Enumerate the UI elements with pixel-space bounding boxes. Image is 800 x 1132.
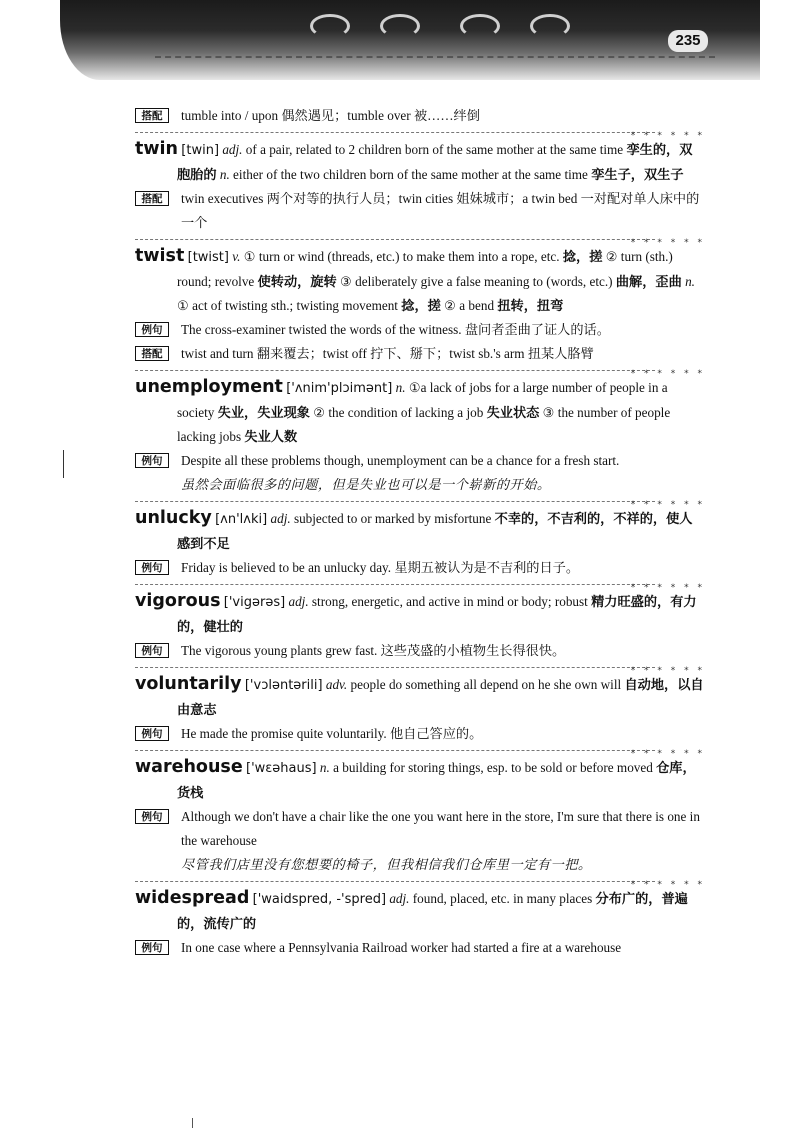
dictionary-content [135,104,705,960]
pronunciation: ['vigərəs] [223,595,286,610]
chinese-gloss: 精力旺盛的，有力的，健壮的 [177,594,697,634]
example-tag: 例句 [135,643,169,658]
pronunciation: ['vɔləntərili] [244,678,323,693]
separator-stars: * * * * * * [630,880,705,890]
pronunciation: [twin] [181,143,220,158]
chinese-gloss: 扭转，扭弯 [497,298,564,313]
example-tag: 例句 [135,322,169,337]
definition: ① turn or wind (threads, etc.) to make them into a rope, etc. [243,249,560,264]
separator [135,369,705,379]
part-of-speech: n. [685,274,695,289]
example-text: The cross-examiner twisted the words of the witness. 盘问者歪曲了证人的话。 [181,322,610,337]
separator-stars: * * * * * * [630,749,705,759]
separator [135,666,705,676]
separator [135,238,705,248]
separator-stars: * * * * * * [630,131,705,141]
margin-mark [63,450,64,478]
collocation-text: twist and turn 翻来覆去；twist off 拧下、掰下；twist sb.'s arm 扭某人胳臂 [181,346,594,361]
chinese-gloss: 自动地，以自由意志 [177,677,704,717]
part-of-speech: n. [319,760,330,775]
definition: found, placed, etc. in many places [412,891,593,906]
definition: ① act of twisting sth.; twisting movement [177,298,398,313]
separator-stars: * * * * * * [630,369,705,379]
example-row [135,556,705,580]
pronunciation: [ʌn'lʌki] [215,512,268,527]
headword: widespread [135,888,250,908]
chinese-gloss: 仓库，货栈 [177,760,696,800]
separator-stars: * * * * * * [630,500,705,510]
chinese-gloss: 失业状态 [486,405,540,420]
example-text: Friday is believed to be an unlucky day. 星期五被认为是不吉利的日子。 [181,560,580,575]
separator [135,749,705,759]
example-row [135,722,705,746]
part-of-speech: adj. [389,891,410,906]
page-header-banner [60,0,760,80]
entry-twin [135,137,705,187]
definition: strong, energetic, and active in mind or body; robust [311,594,588,609]
example-translation: 尽管我们店里没有您想要的椅子，但我相信我们仓库里一定有一把。 [181,857,592,872]
example-translation: 虽然会面临很多的问题，但是失业也可以是一个崭新的开始。 [181,477,551,492]
definition: a building for storing things, esp. to be sold or before moved [333,760,653,775]
part-of-speech: adv. [325,677,348,692]
header-dashed-rule [155,56,715,58]
ornament-swirl [380,14,420,38]
example-tag: 例句 [135,940,169,955]
headword: warehouse [135,757,243,777]
part-of-speech: adj. [288,594,309,609]
headword: twin [135,139,178,159]
collocation-text: tumble into / upon 偶然遇见；tumble over 被……绊倒 [181,108,480,123]
chinese-gloss: 不幸的，不吉利的，不祥的，使人感到不足 [177,511,693,551]
part-of-speech: n. [395,380,406,395]
entry-unemployment [135,375,705,449]
definition: ② turn (sth.) round; revolve [177,249,673,289]
entry-warehouse [135,755,705,805]
ornament-swirl [310,14,350,38]
ornament-swirl [530,14,570,38]
headword: twist [135,246,185,266]
pronunciation: [twist] [187,250,229,265]
chinese-gloss: 分布广的，普遍的，流传广的 [177,891,688,931]
separator [135,583,705,593]
ornament-swirl [460,14,500,38]
separator [135,131,705,141]
example-tag: 例句 [135,726,169,741]
collocation-row [135,342,705,366]
example-text: In one case where a Pennsylvania Railroad worker had started a fire at a warehouse [181,940,622,955]
separator [135,500,705,510]
collocation-tag: 搭配 [135,108,169,123]
example-text: Despite all these problems though, unemployment can be a chance for a fresh start. [181,453,620,468]
chinese-gloss: 孪生子，双生子 [591,167,684,182]
headword: voluntarily [135,674,242,694]
example-row [135,449,705,497]
headword: vigorous [135,591,221,611]
part-of-speech: n. [219,167,230,182]
definition: ③ the number of people lacking jobs [177,405,671,444]
definition: ② a bend [444,298,495,313]
definition: ② the condition of lacking a job [313,405,484,420]
example-row [135,936,705,960]
chinese-gloss: 捻，搓 [562,249,603,264]
page-number: 235 [668,30,708,52]
part-of-speech: adj. [222,142,243,157]
definition: people do something all depend on he she own will [350,677,622,692]
example-row [135,318,705,342]
example-text: The vigorous young plants grew fast. 这些茂盛的小植物生长得很快。 [181,643,566,658]
chinese-gloss: 捻，搓 [401,298,441,313]
definition: of a pair, related to 2 children born of the same mother at the same time [245,142,624,157]
chinese-gloss: 孪生的，双胞胎的 [177,142,693,182]
definition: ③ deliberately give a false meaning to (words, etc.) [340,274,613,289]
example-row [135,639,705,663]
headword: unlucky [135,508,212,528]
example-text: He made the promise quite voluntarily. 他自己答应的。 [181,726,483,741]
definition: ①a lack of jobs for a large number of people in a society [177,380,668,420]
definition: either of the two children born of the same mother at the same time [233,167,588,182]
pronunciation: ['waidspred, -'spred] [252,892,387,907]
collocation-row [135,187,705,235]
collocation-text: twin executives 两个对等的执行人员；twin cities 姐妹城市；a twin bed 一对配对单人床中的一个 [181,191,700,230]
example-text: Although we don't have a chair like the one you want here in the store, I'm sure that there is one in the warehouse [181,809,700,848]
separator-stars: * * * * * * [630,238,705,248]
separator-stars: * * * * * * [630,583,705,593]
chinese-gloss: 曲解，歪曲 [615,274,682,289]
definition: subjected to or marked by misfortune [293,511,492,526]
margin-mark [192,1118,193,1128]
pronunciation: ['ʌnim'plɔimənt] [286,381,393,396]
part-of-speech: v. [232,249,241,264]
separator [135,880,705,890]
entry-twist [135,244,705,318]
chinese-gloss: 失业，失业现象 [217,405,310,420]
chinese-gloss: 失业人数 [244,429,298,444]
headword: unemployment [135,377,283,397]
collocation-tag: 搭配 [135,346,169,361]
separator-stars: * * * * * * [630,666,705,676]
collocation-row [135,104,705,128]
entry-vigorous [135,589,705,639]
chinese-gloss: 使转动，旋转 [257,274,337,289]
entry-widespread [135,886,705,936]
entry-unlucky [135,506,705,556]
collocation-tag: 搭配 [135,191,169,206]
example-row [135,805,705,877]
part-of-speech: adj. [270,511,291,526]
example-tag: 例句 [135,453,169,468]
entry-voluntarily [135,672,705,722]
example-tag: 例句 [135,560,169,575]
pronunciation: ['wɛəhaus] [246,761,317,776]
example-tag: 例句 [135,809,169,824]
